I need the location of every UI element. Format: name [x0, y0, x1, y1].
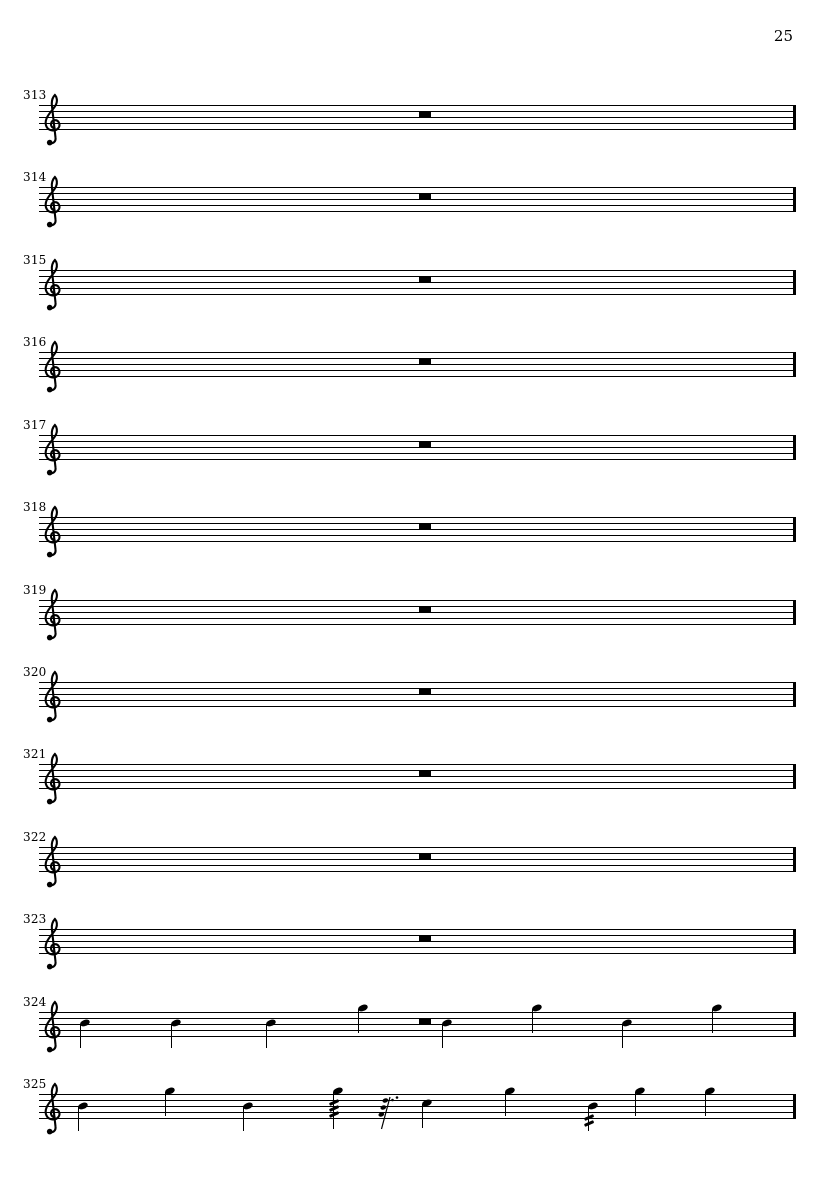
staff-line [39, 370, 796, 371]
measure-number: 323 [23, 912, 47, 927]
staff-line [39, 688, 796, 689]
staff-line [39, 364, 796, 365]
staff-line [39, 764, 796, 765]
clef-wrap [41, 670, 65, 724]
staff-line [39, 871, 796, 872]
barline [793, 764, 796, 789]
treble-clef-icon [41, 340, 65, 394]
staff-line [39, 205, 796, 206]
staff-line [39, 105, 796, 106]
note-stem [165, 1092, 166, 1116]
page-number: 25 [773, 27, 793, 45]
staff-line [39, 694, 796, 695]
staff-line [39, 288, 796, 289]
treble-clef-icon [41, 93, 65, 147]
measure-number: 313 [23, 88, 47, 102]
staff-line [39, 1018, 796, 1019]
staff-line [39, 129, 796, 130]
staff-line [39, 523, 796, 524]
clef-wrap [41, 175, 65, 229]
clef-wrap [41, 835, 65, 889]
note-stem [80, 1024, 81, 1048]
staff-line [39, 682, 796, 683]
staff-line [39, 953, 796, 954]
staff-line [39, 541, 796, 542]
barline [793, 270, 796, 295]
note-stem [442, 1024, 443, 1048]
clef-wrap [41, 752, 65, 806]
barline [793, 105, 796, 130]
staff-line [39, 352, 796, 353]
staff-line [39, 788, 796, 789]
treble-clef-icon [41, 505, 65, 559]
staff-line [39, 941, 796, 942]
whole-rest-icon [419, 276, 431, 282]
clef-wrap [41, 1082, 65, 1136]
measure-number: 325 [23, 1077, 47, 1092]
treble-clef-icon [41, 1082, 65, 1136]
measure-number: 320 [23, 664, 47, 679]
measure-number: 321 [23, 747, 47, 762]
staff-line [39, 947, 796, 948]
clef-wrap [41, 340, 65, 394]
note-stem [622, 1024, 623, 1048]
staff-line [39, 447, 796, 448]
staff-line [39, 453, 796, 454]
barline [793, 600, 796, 625]
note-stem [635, 1092, 636, 1116]
barline [793, 682, 796, 707]
staff-line [39, 282, 796, 283]
staff-line [39, 1036, 796, 1037]
measure-number: 314 [23, 170, 47, 185]
staff-line [39, 294, 796, 295]
staff-line [39, 847, 796, 848]
staff-line [39, 782, 796, 783]
staff-line [39, 624, 796, 625]
staff-line [39, 193, 796, 194]
treble-clef-icon [41, 588, 65, 642]
note-stem [712, 1009, 713, 1033]
barline [793, 435, 796, 460]
measure-number: 322 [23, 829, 47, 844]
treble-clef-icon [41, 917, 65, 971]
treble-clef-icon [41, 752, 65, 806]
staff-line [39, 1012, 796, 1013]
staff-line [39, 776, 796, 777]
staff-line [39, 276, 796, 277]
whole-rest-icon [419, 606, 431, 612]
staff-line [39, 441, 796, 442]
whole-rest-icon [419, 194, 431, 200]
staff-line [39, 529, 796, 530]
whole-rest-icon [419, 1018, 431, 1024]
staff-line [39, 1094, 796, 1095]
treble-clef-icon [41, 670, 65, 724]
barline [793, 847, 796, 872]
whole-rest-icon [419, 689, 431, 695]
clef-wrap [41, 1000, 65, 1054]
treble-clef-icon [41, 258, 65, 312]
note-stem [171, 1024, 172, 1048]
staff-line [39, 1106, 796, 1107]
staff-line [39, 618, 796, 619]
staff-line [39, 459, 796, 460]
note-stem [243, 1107, 244, 1131]
clef-wrap [41, 505, 65, 559]
staff-line [39, 376, 796, 377]
measure-number: 319 [23, 582, 47, 597]
clef-wrap [41, 588, 65, 642]
measure-number: 324 [23, 994, 47, 1009]
clef-wrap [41, 423, 65, 477]
staff-line [39, 935, 796, 936]
staff-line [39, 1024, 796, 1025]
treble-clef-icon [41, 175, 65, 229]
measure-number: 315 [23, 252, 47, 267]
whole-rest-icon [419, 359, 431, 365]
clef-wrap [41, 917, 65, 971]
barline [793, 187, 796, 212]
staff-line [39, 606, 796, 607]
staff-line [39, 517, 796, 518]
note-stem [333, 1092, 334, 1129]
staff-line [39, 853, 796, 854]
staff-line [39, 1112, 796, 1113]
barline [793, 1012, 796, 1037]
clef-wrap [41, 93, 65, 147]
measure-number: 316 [23, 335, 47, 350]
note-stem [532, 1009, 533, 1033]
staff-line [39, 435, 796, 436]
staff-line [39, 270, 796, 271]
staff-line [39, 612, 796, 613]
barline [793, 1094, 796, 1119]
staff-line [39, 770, 796, 771]
staff-line [39, 211, 796, 212]
staff-line [39, 1118, 796, 1119]
treble-clef-icon [41, 835, 65, 889]
note-stem [358, 1009, 359, 1033]
grace-notes-icon [373, 1095, 401, 1131]
staff-line [39, 187, 796, 188]
staff-line [39, 123, 796, 124]
measure-number: 317 [23, 417, 47, 432]
staff-line [39, 859, 796, 860]
staff-line [39, 1030, 796, 1031]
clef-wrap [41, 258, 65, 312]
whole-rest-icon [419, 853, 431, 859]
note-stem [705, 1092, 706, 1116]
staff-line [39, 535, 796, 536]
note-stem [266, 1024, 267, 1048]
treble-clef-icon [41, 1000, 65, 1054]
whole-rest-icon [419, 524, 431, 530]
whole-rest-icon [419, 771, 431, 777]
note-stem [505, 1092, 506, 1116]
whole-rest-icon [419, 112, 431, 118]
staff-line [39, 199, 796, 200]
staff-line [39, 865, 796, 866]
staff-line [39, 706, 796, 707]
barline [793, 352, 796, 377]
staff-line [39, 358, 796, 359]
staff-line [39, 700, 796, 701]
staff-line [39, 117, 796, 118]
staff-line [39, 1100, 796, 1101]
note-stem [78, 1107, 79, 1131]
note-stem [422, 1104, 423, 1128]
treble-clef-icon [41, 423, 65, 477]
barline [793, 929, 796, 954]
measure-number: 318 [23, 500, 47, 515]
whole-rest-icon [419, 441, 431, 447]
barline [793, 517, 796, 542]
staff-line [39, 111, 796, 112]
whole-rest-icon [419, 936, 431, 942]
staff-line [39, 600, 796, 601]
staff-line [39, 929, 796, 930]
